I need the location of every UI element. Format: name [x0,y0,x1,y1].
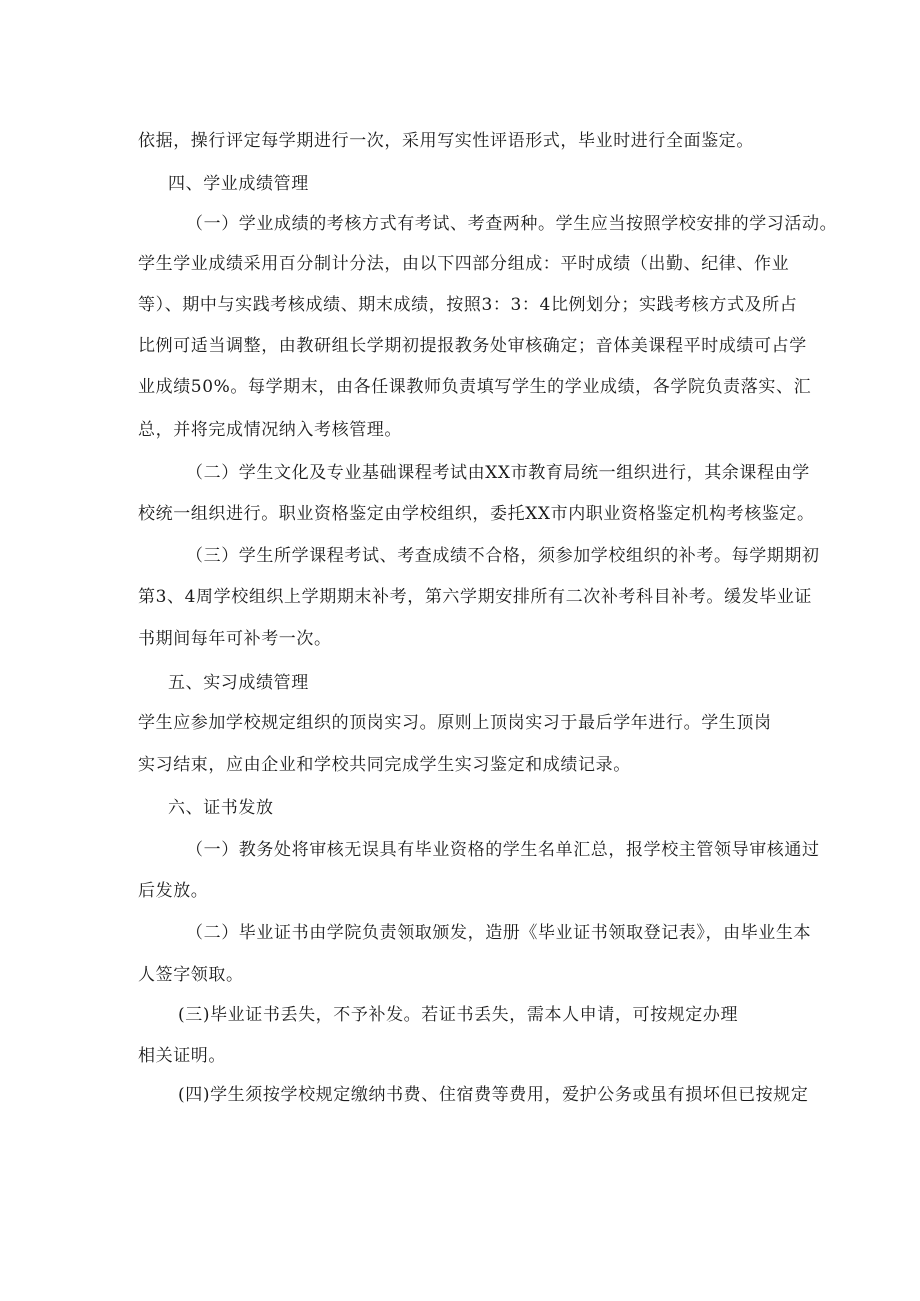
paragraph-line: 后发放。 [138,881,209,901]
paragraph-line: 等）、期中与实践考核成绩、期末成绩，按照3：3：4比例划分；实践考核方式及所占 [138,295,798,315]
paragraph-line: （二）学生文化及专业基础课程考试由XX市教育局统一组织进行，其余课程由学 [186,463,810,483]
paragraph-line: 书期间每年可补考一次。 [138,629,332,649]
paragraph-line: 业成绩50%。每学期末，由各任课教师负责填写学生的学业成绩，各学院负责落实、汇 [138,377,812,397]
paragraph-line: 实习结束，应由企业和学校共同完成学生实习鉴定和成绩记录。 [138,755,631,775]
section-heading: 六、证书发放 [168,798,274,818]
paragraph-line: 比例可适当调整，由教研组长学期初提报教务处审核确定；音体美课程平时成绩可占学 [138,336,807,356]
paragraph-line: （一）学业成绩的考核方式有考试、考查两种。学生应当按照学校安排的学习活动。 [186,214,838,234]
paragraph-line: （三）学生所学课程考试、考查成绩不合格，须参加学校组织的补考。每学期期初 [186,546,820,566]
paragraph-line: 第3、4周学校组织上学期期末补考，第六学期安排所有二次补考科目补考。缓发毕业证 [138,587,813,607]
section-heading: 五、实习成绩管理 [168,673,309,693]
paragraph-line: (四)学生须按学校规定缴纳书费、住宿费等费用，爱护公务或虽有损坏但已按规定 [178,1085,809,1105]
paragraph-line: 人签字领取。 [138,965,244,985]
paragraph-line: （一）教务处将审核无误具有毕业资格的学生名单汇总，报学校主管领导审核通过 [186,840,820,860]
section-heading: 四、学业成绩管理 [168,174,309,194]
paragraph-line: 依据，操行评定每学期进行一次，采用写实性评语形式，毕业时进行全面鉴定。 [138,131,754,151]
paragraph-line: （二）毕业证书由学院负责领取颁发，造册《毕业证书领取登记表》，由毕业生本 [186,923,812,943]
paragraph-line: 学生应参加学校规定组织的顶岗实习。原则上顶岗实习于最后学年进行。学生顶岗 [138,713,772,733]
paragraph-line: 校统一组织进行。职业资格鉴定由学校组织，委托XX市内职业资格鉴定机构考核鉴定。 [138,504,815,524]
paragraph-line: 相关证明。 [138,1046,226,1066]
paragraph-line: 学生学业成绩采用百分制计分法，由以下四部分组成：平时成绩（出勤、纪律、作业 [138,254,790,274]
paragraph-line: 总，并将完成情况纳入考核管理。 [138,420,402,440]
paragraph-line: (三)毕业证书丢失，不予补发。若证书丢失，需本人申请，可按规定办理 [178,1005,739,1025]
